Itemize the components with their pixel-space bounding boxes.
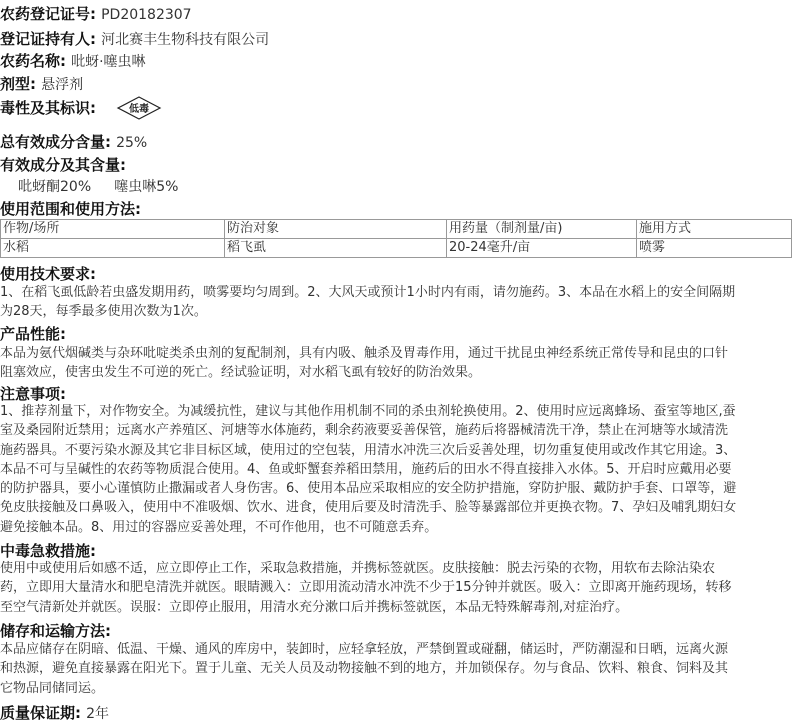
total-row (0, 131, 147, 152)
header-method: 施用方式 (637, 220, 792, 239)
holder-label: 登记证持有人: (0, 30, 96, 48)
shelf-life-value: 2年 (86, 706, 110, 722)
name-value: 吡蚜·噻虫啉 (71, 54, 146, 70)
holder-value: 河北赛丰生物科技有限公司 (101, 32, 270, 48)
header-target: 防治对象 (225, 220, 447, 239)
cell-method: 喷雾 (637, 239, 792, 258)
tech-line: 1、在稻飞虱低龄若虫盛发期用药，喷雾要均匀周到。2、大风天或预计1小时内有雨，请勿施药。3、本品在水稻上的安全间隔期 (0, 285, 736, 300)
ingredient-2: 噻虫啉5% (114, 179, 179, 195)
storage-line: 和热源，避免直接暴露在阳光下。置于儿童、无关人员及动物接触不到的地方，并加锁保存。勿与食品、饮料、粮食、饲料及其 (0, 661, 729, 677)
cell-target: 稻飞虱 (225, 239, 447, 258)
notes-line: 室及桑园附近禁用；远离水产养殖区、河塘等水体施药，剩余药液要妥善保管，施药后将器械清洗干净，禁止在河塘等水域清洗 (0, 423, 729, 439)
storage-text (0, 640, 795, 698)
performance-line: 本品为氨代烟碱类与杂环吡啶类杀虫剂的复配制剂，具有内吸、触杀及胃毒作用，通过干扰昆虫神经系统正常传导和昆虫的口针 (0, 346, 729, 361)
storage-line: 本品应储存在阴暗、低温、干燥、通风的库房中，装卸时，应轻拿轻放，严禁倒置或碰翻，储运时，严防潮湿和日晒，远离火源 (0, 642, 729, 657)
tech-line: 为28天，每季最多使用次数为1次。 (0, 304, 207, 320)
first-aid-line: 药，立即用大量清水和肥皂清洗并就医。眼睛溅入：立即用流动清水冲洗不少于15分钟并就医。吸入：立即离开施药现场，转移 (0, 580, 732, 596)
storage-line: 它物品同储同运。 (0, 680, 105, 696)
total-value: 25% (116, 135, 148, 151)
reg-no-value: PD20182307 (101, 7, 192, 23)
name-row (0, 50, 146, 71)
form-row (0, 73, 83, 94)
toxicity-label: 毒性及其标识: (0, 99, 96, 117)
first-aid-line: 使用中或使用后如感不适，应立即停止工作，采取急救措施，并携标签就医。皮肤接触：脱去污染的衣物，用软布去除沾染农 (0, 561, 716, 576)
reg-no-row (0, 3, 192, 24)
name-label: 农药名称: (0, 52, 66, 70)
cell-dosage: 20-24毫升/亩 (447, 239, 637, 258)
notes-text (0, 402, 795, 537)
toxicity-row (0, 97, 96, 118)
performance-text (0, 344, 795, 383)
notes-heading: 注意事项: (0, 385, 66, 403)
ingredient-1: 吡蚜酮20% (18, 179, 92, 195)
shelf-life-label: 质量保证期: (0, 704, 81, 722)
notes-line: 本品不可与呈碱性的农药等物质混合使用。4、鱼或虾蟹套养稻田禁用，施药后的田水不得直接排入水体。5、开启时应戴用必要 (0, 461, 732, 477)
ingredients-row (0, 154, 126, 175)
form-value: 悬浮剂 (41, 77, 84, 93)
first-aid-text (0, 559, 795, 617)
cell-crop: 水稻 (1, 239, 225, 258)
usage-table-header-row (1, 220, 792, 239)
low-toxicity-diamond-icon (116, 95, 162, 121)
header-dosage: 用药量（制剂量/亩) (447, 220, 637, 239)
first-aid-heading: 中毒急救措施: (0, 542, 96, 560)
performance-heading: 产品性能: (0, 325, 66, 343)
tech-text (0, 283, 795, 322)
ingredients-label: 有效成分及其含量: (0, 156, 126, 174)
notes-line: 避免接触本品。8、用过的容器应妥善处理，不可作他用，也不可随意丢弃。 (0, 519, 438, 535)
usage-heading: 使用范围和使用方法: (0, 200, 141, 218)
notes-line: 1、推荐剂量下，对作物安全。为减缓抗性，建议与其他作用机制不同的杀虫剂轮换使用。2、使用时应远离蜂场、蚕室等地区,蚕 (0, 404, 736, 419)
header-crop: 作物/场所 (1, 220, 225, 239)
table-row (1, 239, 792, 258)
ingredients-values (18, 176, 178, 196)
holder-row (0, 28, 269, 49)
total-label: 总有效成分含量: (0, 133, 111, 151)
form-label: 剂型: (0, 75, 36, 93)
notes-line: 的防护器具，要小心谨慎防止撒漏或者人身伤害。6、使用本品应采取相应的安全防护措施，穿防护服、戴防护手套、口罩等，避 (0, 481, 737, 497)
notes-line: 免皮肤接触及口鼻吸入，使用中不准吸烟、饮水、进食，使用后要及时清洗手、脸等暴露部位并更换衣物。7、孕妇及哺乳期妇女 (0, 500, 737, 516)
tech-heading: 使用技术要求: (0, 265, 96, 283)
reg-no-label: 农药登记证号: (0, 5, 96, 23)
performance-line: 阻塞效应，使害虫发生不可逆的死亡。经试验证明，对水稻飞虱有较好的防治效果。 (0, 365, 482, 381)
shelf-life-row (0, 702, 109, 723)
first-aid-line: 至空气清新处并就医。误服：立即停止服用，用清水充分漱口后并携标签就医，本品无特殊解毒剂,对症治疗。 (0, 599, 629, 615)
toxicity-mark-text: 低毒 (129, 104, 149, 115)
usage-table (0, 219, 792, 258)
notes-line: 施药器具。不要污染水源及其它非目标区域，使用过的空包装，用清水冲洗三次后妥善处理，切勿重复使用或改作其它用途。3、 (0, 442, 737, 458)
storage-heading: 储存和运输方法: (0, 622, 111, 640)
